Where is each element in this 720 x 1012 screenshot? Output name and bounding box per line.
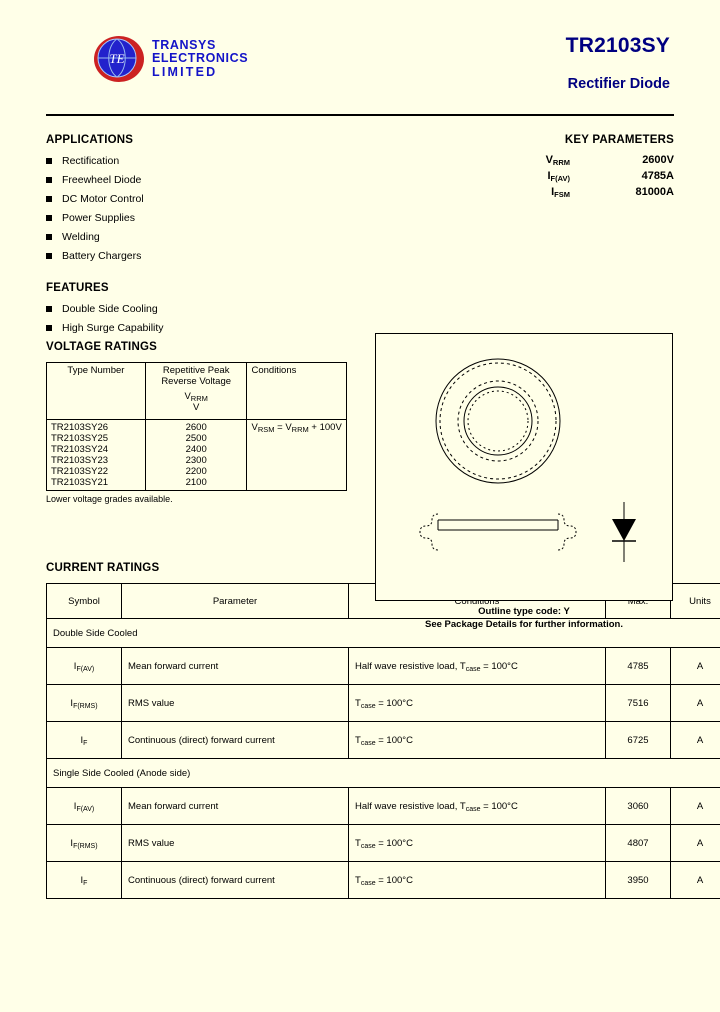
table-row [47,825,720,862]
cond-text: T [355,837,361,849]
section-header-row [47,759,720,788]
col-symbol: Symbol [47,584,122,619]
list-item: High Surge Capability [46,322,346,334]
voltage-ratings-heading: VOLTAGE RATINGS [46,341,157,353]
part-number: TR2103SY [565,34,670,57]
voltage-cell [145,420,247,491]
symbol-text: I [73,800,77,812]
col-rprv-unit: V [193,402,200,413]
features-block [46,282,346,334]
cond-text: Half wave resistive load, T [355,800,466,812]
table-row: 2200 [185,466,207,477]
cond-text: Half wave resistive load, T [355,660,466,672]
table-row [47,685,720,722]
table-row: TR2103SY23 [51,455,109,466]
col-parameter: Parameter [122,584,349,619]
table-row: TR2103SY21 [51,477,109,488]
conditions-cell [247,420,347,491]
table-row: 2600 [185,422,207,433]
max-cell: 6725 [606,722,671,759]
col-repetitive-peak-reverse-voltage [145,363,247,420]
col-rprv-line2: Reverse Voltage [161,376,232,387]
table-header-row [47,363,347,420]
symbol-v-sub: RRM [190,394,208,403]
units-cell: A [671,825,720,862]
units-cell: A [671,648,720,685]
table-row: 2300 [185,455,207,466]
condition-sub-rsm: RSM [257,425,275,434]
units-cell: A [671,685,720,722]
package-outline-drawing [375,333,673,601]
company-name [152,39,248,80]
cond-sub: case [360,702,376,710]
table-row: 2400 [185,444,207,455]
symbol-sub: F(RMS) [73,842,98,850]
kp-sym-text: I [551,186,555,198]
symbol-sub: F [83,879,88,887]
list-item: DC Motor Control [46,193,346,205]
package-caption-line2: See Package Details for further information. [425,619,623,630]
kp-sym-sub: RRM [552,158,570,167]
parameter-cell: Continuous (direct) forward current [122,722,349,759]
symbol-sub: F(AV) [76,665,95,673]
cond-tail: = 100°C [375,837,413,849]
package-caption-line1: Outline type code: Y [478,606,570,617]
features-heading: FEATURES [46,282,109,294]
globe-icon [92,34,146,84]
cond-text: T [355,874,361,886]
symbol-text: I [70,697,74,709]
max-cell: 3060 [606,788,671,825]
units-cell: A [671,788,720,825]
section-title: Double Side Cooled [47,619,720,648]
cond-tail: = 100°C [375,734,413,746]
symbol-sub: F(RMS) [73,702,98,710]
symbol-sub: F(AV) [76,805,95,813]
list-item: Battery Chargers [46,250,346,262]
cond-text: T [355,734,361,746]
cond-sub: case [360,842,376,850]
key-parameter-row [484,154,674,166]
conditions-cell [349,788,606,825]
parameter-cell: RMS value [122,685,349,722]
symbol-text: I [80,874,84,886]
col-rprv-symbol [150,391,243,402]
kp-sym-sub: F(AV) [550,174,570,183]
company-logo [92,34,248,84]
list-item: Power Supplies [46,212,346,224]
parameter-cell: Continuous (direct) forward current [122,862,349,899]
table-row: 2100 [185,477,207,488]
table-row [47,862,720,899]
units-cell: A [671,862,720,899]
cond-tail: = 100°C [480,660,518,672]
condition-sub-rrm: RRM [291,425,309,434]
kp-sym-sub: FSM [554,190,570,199]
cond-sub: case [360,739,376,747]
col-units: Units [671,584,720,619]
conditions-cell [349,722,606,759]
max-cell: 3950 [606,862,671,899]
applications-heading: APPLICATIONS [46,134,134,146]
symbol-text: I [73,660,77,672]
parameter-cell: RMS value [122,825,349,862]
kp-sym-text: V [545,154,553,166]
key-parameters-heading: KEY PARAMETERS [564,134,674,146]
list-item: Freewheel Diode [46,174,346,186]
table-row [47,788,720,825]
cond-sub: case [360,879,376,887]
max-cell: 4807 [606,825,671,862]
col-rprv-line1: Repetitive Peak [162,365,230,376]
cond-tail: = 100°C [480,800,518,812]
col-conditions: Conditions [247,363,347,420]
cond-tail: = 100°C [375,874,413,886]
key-parameter-row [484,186,674,198]
parameter-cell: Mean forward current [122,648,349,685]
table-row [47,722,720,759]
key-parameter-value: 2600V [642,154,674,166]
symbol-sub: F [83,739,88,747]
table-row: TR2103SY22 [51,466,109,477]
conditions-cell [349,685,606,722]
left-column [46,134,346,504]
features-list [46,303,346,334]
company-name-line1: TRANSYS [152,37,216,52]
symbol-cell [47,788,122,825]
symbol-text: I [80,734,84,746]
table-row: 2500 [185,433,207,444]
max-cell: 4785 [606,648,671,685]
key-parameter-symbol [516,154,596,166]
voltage-ratings-table [46,362,347,491]
list-item: Welding [46,231,346,243]
cond-sub: case [465,805,481,813]
table-row [47,648,720,685]
symbol-v: V [184,391,191,402]
list-item: Double Side Cooling [46,303,346,315]
applications-list [46,155,346,262]
conditions-cell [349,648,606,685]
key-parameter-value: 81000A [635,186,674,198]
table-row: TR2103SY24 [51,444,109,455]
condition-formula: $V_{RSM} = V_{RRM} + 100V$ [251,422,342,434]
key-parameter-row [484,170,674,182]
section-title: Single Side Cooled (Anode side) [47,759,720,788]
company-name-line2: ELECTRONICS [152,51,249,66]
type-number-cell [47,420,146,491]
max-cell: 7516 [606,685,671,722]
symbol-cell [47,685,122,722]
current-ratings-heading: CURRENT RATINGS [46,562,160,574]
key-parameter-symbol [516,186,596,198]
symbol-cell [47,862,122,899]
header-divider [46,114,674,116]
symbol-text: I [70,837,74,849]
part-subtitle: Rectifier Diode [567,76,670,92]
kp-sym-text: I [547,170,551,182]
cond-text: T [355,697,361,709]
parameter-cell: Mean forward current [122,788,349,825]
symbol-cell [47,825,122,862]
svg-text:TE: TE [109,51,125,66]
symbol-cell [47,648,122,685]
table-body-row [47,420,347,491]
key-parameter-value: 4785A [641,170,674,182]
page-header [46,0,674,92]
symbol-cell [47,722,122,759]
list-item: Rectification [46,155,346,167]
voltage-ratings-note: Lower voltage grades available. [46,494,173,504]
table-row: TR2103SY25 [51,433,109,444]
cond-tail: = 100°C [375,697,413,709]
company-name-line3: LIMITED [152,64,218,79]
cond-sub: case [465,665,481,673]
conditions-cell [349,862,606,899]
title-block [566,34,670,92]
table-row: TR2103SY26 [51,422,109,433]
col-type-number: Type Number [47,363,146,420]
conditions-cell [349,825,606,862]
package-caption [375,605,673,631]
units-cell: A [671,722,720,759]
key-parameter-symbol [516,170,596,182]
